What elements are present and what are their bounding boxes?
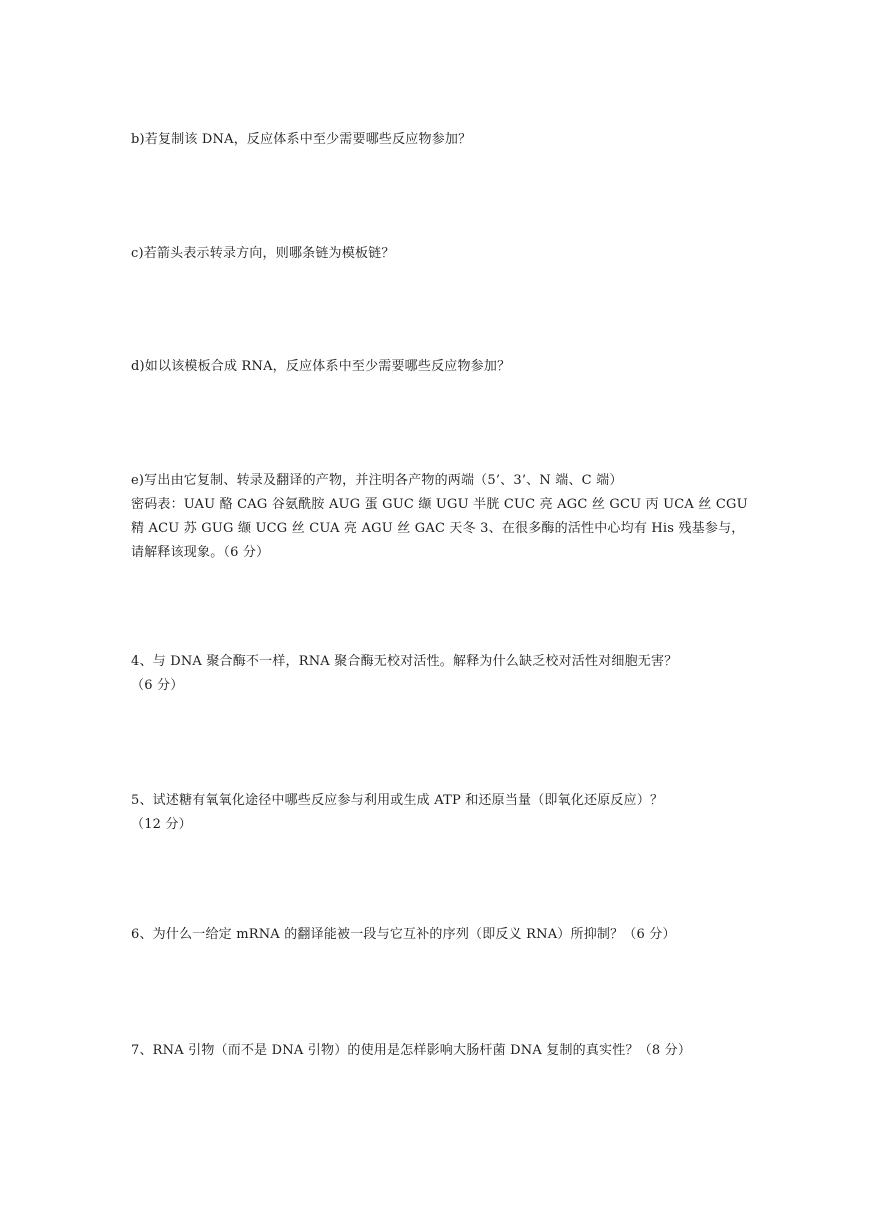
question-7: 7、RNA 引物（而不是 DNA 引物）的使用是怎样影响大肠杆菌 DNA 复制的真实性？（8 分） bbox=[131, 1043, 692, 1058]
question-4-score: （6 分） bbox=[131, 678, 184, 693]
question-4-line-1: 4、与 DNA 聚合酶不一样，RNA 聚合酶无校对活性。解释为什么缺乏校对活性对细胞无害？ bbox=[131, 654, 678, 669]
question-e bbox=[131, 469, 751, 565]
question-c: c)若箭头表示转录方向，则哪条链为模板链？ bbox=[131, 246, 395, 261]
question-e-line-1: e)写出由它复制、转录及翻译的产物，并注明各产物的两端（5’、3’、N 端、C 端） bbox=[131, 473, 623, 488]
question-5-score: （12 分） bbox=[131, 817, 192, 832]
codon-table-line-2: 精 ACU 苏 GUG 缬 UCG 丝 CUA 亮 AGU 丝 GAC 天冬 3、在很多酶的活性中心均有 His 残基参与， bbox=[131, 521, 745, 536]
question-5 bbox=[131, 789, 751, 837]
question-d: d)如以该模板合成 RNA，反应体系中至少需要哪些反应物参加？ bbox=[131, 359, 511, 374]
question-6: 6、为什么一给定 mRNA 的翻译能被一段与它互补的序列（即反义 RNA）所抑制？（6 分） bbox=[131, 927, 676, 942]
question-b: b)若复制该 DNA，反应体系中至少需要哪些反应物参加？ bbox=[131, 132, 472, 147]
codon-table-line-1: 密码表：UAU 酪 CAG 谷氨酰胺 AUG 蛋 GUC 缬 UGU 半胱 CUC 亮 AGC 丝 GCU 丙 UCA 丝 CGU bbox=[131, 497, 748, 512]
question-5-line-1: 5、试述糖有氧氧化途径中哪些反应参与利用或生成 ATP 和还原当量（即氧化还原反应）？ bbox=[131, 793, 664, 808]
question-3-tail: 请解释该现象。（6 分） bbox=[131, 545, 270, 560]
question-4 bbox=[131, 650, 751, 698]
